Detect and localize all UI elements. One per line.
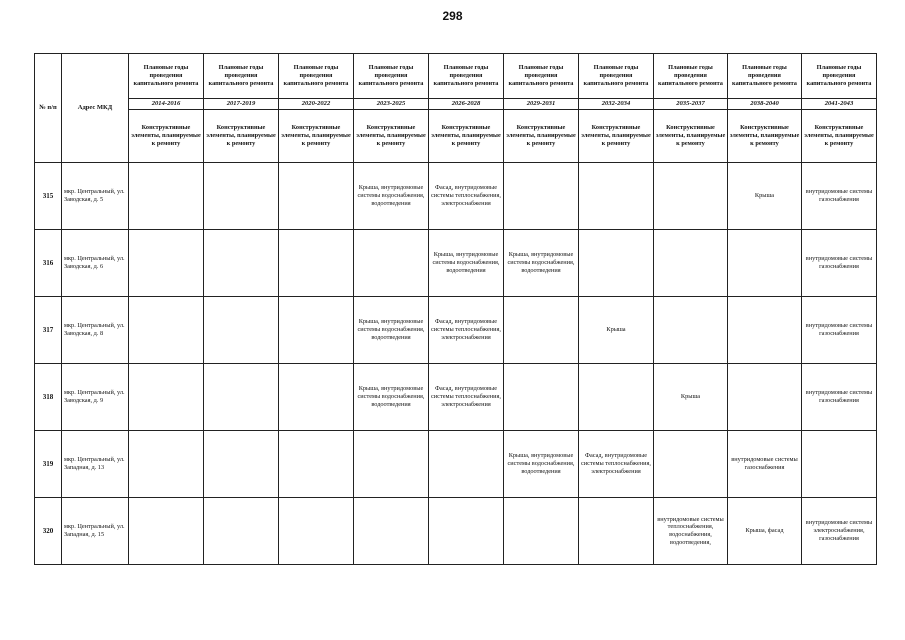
repair-cell (728, 230, 802, 297)
period-header: Плановые годы проведения капитального ремонта (129, 54, 204, 99)
row-number: 320 (35, 498, 62, 565)
repair-cell (579, 163, 654, 230)
repair-cell: Крыша, внутридомовые системы водоснабжения, водоотведения (354, 364, 429, 431)
elements-header: Конструктивные элементы, планируемые к ремонту (504, 110, 579, 163)
repair-cell: Крыша, фасад (728, 498, 802, 565)
repair-cell (579, 230, 654, 297)
elements-header: Конструктивные элементы, планируемые к ремонту (802, 110, 877, 163)
elements-header: Конструктивные элементы, планируемые к ремонту (279, 110, 354, 163)
repair-cell (504, 297, 579, 364)
repair-cell (204, 431, 279, 498)
row-address: мкр. Центральный, ул. Заводская, д. 6 (62, 230, 129, 297)
elements-header: Конструктивные элементы, планируемые к ремонту (129, 110, 204, 163)
repair-cell (279, 297, 354, 364)
row-address: мкр. Центральный, ул. Заводская, д. 5 (62, 163, 129, 230)
number-column-header: № п/п (35, 54, 62, 163)
years-label: 2014-2016 (129, 99, 204, 110)
repair-cell (204, 163, 279, 230)
repair-cell (654, 163, 728, 230)
repair-cell (654, 297, 728, 364)
repair-cell: Крыша, внутридомовые системы водоснабжения, водоотведения (429, 230, 504, 297)
years-label: 2035-2037 (654, 99, 728, 110)
repair-cell (129, 163, 204, 230)
period-header: Плановые годы проведения капитального ремонта (654, 54, 728, 99)
repair-cell (204, 498, 279, 565)
years-label: 2026-2028 (429, 99, 504, 110)
years-label: 2032-2034 (579, 99, 654, 110)
repair-cell (354, 431, 429, 498)
row-number: 318 (35, 364, 62, 431)
header-row-period (35, 54, 877, 99)
repair-cell (279, 163, 354, 230)
capital-repair-table (34, 53, 877, 565)
repair-cell (129, 498, 204, 565)
table-row (35, 498, 877, 565)
repair-cell (279, 230, 354, 297)
repair-cell (279, 364, 354, 431)
elements-header: Конструктивные элементы, планируемые к ремонту (429, 110, 504, 163)
repair-cell: Крыша (728, 163, 802, 230)
header-row-elements (35, 110, 877, 163)
row-address: мкр. Центральный, ул. Заводская, д. 9 (62, 364, 129, 431)
repair-cell (728, 364, 802, 431)
repair-cell (354, 498, 429, 565)
table-row (35, 163, 877, 230)
repair-cell: Крыша, внутридомовые системы водоснабжения, водоотведения (504, 431, 579, 498)
repair-cell (204, 297, 279, 364)
repair-cell (129, 297, 204, 364)
repair-cell (579, 498, 654, 565)
repair-cell (204, 230, 279, 297)
years-label: 2023-2025 (354, 99, 429, 110)
repair-cell: Фасад, внутридомовые системы теплоснабжения, электроснабжения (429, 163, 504, 230)
repair-cell (504, 163, 579, 230)
period-header: Плановые годы проведения капитального ремонта (354, 54, 429, 99)
period-header: Плановые годы проведения капитального ремонта (504, 54, 579, 99)
address-column-header: Адрес МКД (62, 54, 129, 163)
elements-header: Конструктивные элементы, планируемые к ремонту (654, 110, 728, 163)
repair-cell: Фасад, внутридомовые системы теплоснабжения, электроснабжения (429, 297, 504, 364)
years-label: 2041-2043 (802, 99, 877, 110)
row-address: мкр. Центральный, ул. Западная, д. 15 (62, 498, 129, 565)
repair-cell (279, 431, 354, 498)
repair-cell (129, 364, 204, 431)
repair-cell: Фасад, внутридомовые системы теплоснабжения, электроснабжения (579, 431, 654, 498)
repair-cell: внутридомовые системы теплоснабжения, водоснабжения, водоотведения, (654, 498, 728, 565)
repair-cell (129, 431, 204, 498)
repair-cell (654, 230, 728, 297)
period-header: Плановые годы проведения капитального ремонта (429, 54, 504, 99)
table-row (35, 297, 877, 364)
repair-cell (354, 230, 429, 297)
page-number: 298 (442, 9, 463, 23)
table-row (35, 431, 877, 498)
repair-cell: внутридомовые системы газоснабжения (802, 230, 877, 297)
repair-cell (728, 297, 802, 364)
repair-cell: Крыша, внутридомовые системы водоснабжения, водоотведения (354, 297, 429, 364)
period-header: Плановые годы проведения капитального ремонта (204, 54, 279, 99)
period-header: Плановые годы проведения капитального ремонта (728, 54, 802, 99)
elements-header: Конструктивные элементы, планируемые к ремонту (204, 110, 279, 163)
row-number: 317 (35, 297, 62, 364)
row-address: мкр. Центральный, ул. Западная, д. 13 (62, 431, 129, 498)
row-address: мкр. Центральный, ул. Заводская, д. 8 (62, 297, 129, 364)
repair-cell (429, 431, 504, 498)
header-row-years (35, 99, 877, 110)
repair-cell (504, 498, 579, 565)
repair-cell (129, 230, 204, 297)
repair-cell: внутридомовые системы газоснабжения (802, 297, 877, 364)
table-row (35, 230, 877, 297)
repair-cell: Крыша (654, 364, 728, 431)
repair-cell (279, 498, 354, 565)
years-label: 2038-2040 (728, 99, 802, 110)
repair-cell: внутридомовые системы газоснабжения (728, 431, 802, 498)
repair-cell: Фасад, внутридомовые системы теплоснабжения, электроснабжения (429, 364, 504, 431)
years-label: 2020-2022 (279, 99, 354, 110)
repair-cell: внутридомовые системы электроснабжения, газоснабжения (802, 498, 877, 565)
repair-cell: внутридомовые системы газоснабжения (802, 364, 877, 431)
years-label: 2029-2031 (504, 99, 579, 110)
repair-cell (654, 431, 728, 498)
repair-cell (204, 364, 279, 431)
elements-header: Конструктивные элементы, планируемые к ремонту (354, 110, 429, 163)
period-header: Плановые годы проведения капитального ремонта (802, 54, 877, 99)
repair-cell (429, 498, 504, 565)
period-header: Плановые годы проведения капитального ремонта (579, 54, 654, 99)
repair-cell (504, 364, 579, 431)
years-label: 2017-2019 (204, 99, 279, 110)
table-row (35, 364, 877, 431)
repair-cell: Крыша (579, 297, 654, 364)
elements-header: Конструктивные элементы, планируемые к ремонту (728, 110, 802, 163)
repair-cell (579, 364, 654, 431)
table-body (35, 163, 877, 565)
period-header: Плановые годы проведения капитального ремонта (279, 54, 354, 99)
repair-cell: внутридомовые системы газоснабжения (802, 163, 877, 230)
row-number: 315 (35, 163, 62, 230)
elements-header: Конструктивные элементы, планируемые к ремонту (579, 110, 654, 163)
repair-cell (802, 431, 877, 498)
repair-cell: Крыша, внутридомовые системы водоснабжения, водоотведения (354, 163, 429, 230)
row-number: 316 (35, 230, 62, 297)
repair-cell: Крыша, внутридомовые системы водоснабжения, водоотведения (504, 230, 579, 297)
row-number: 319 (35, 431, 62, 498)
